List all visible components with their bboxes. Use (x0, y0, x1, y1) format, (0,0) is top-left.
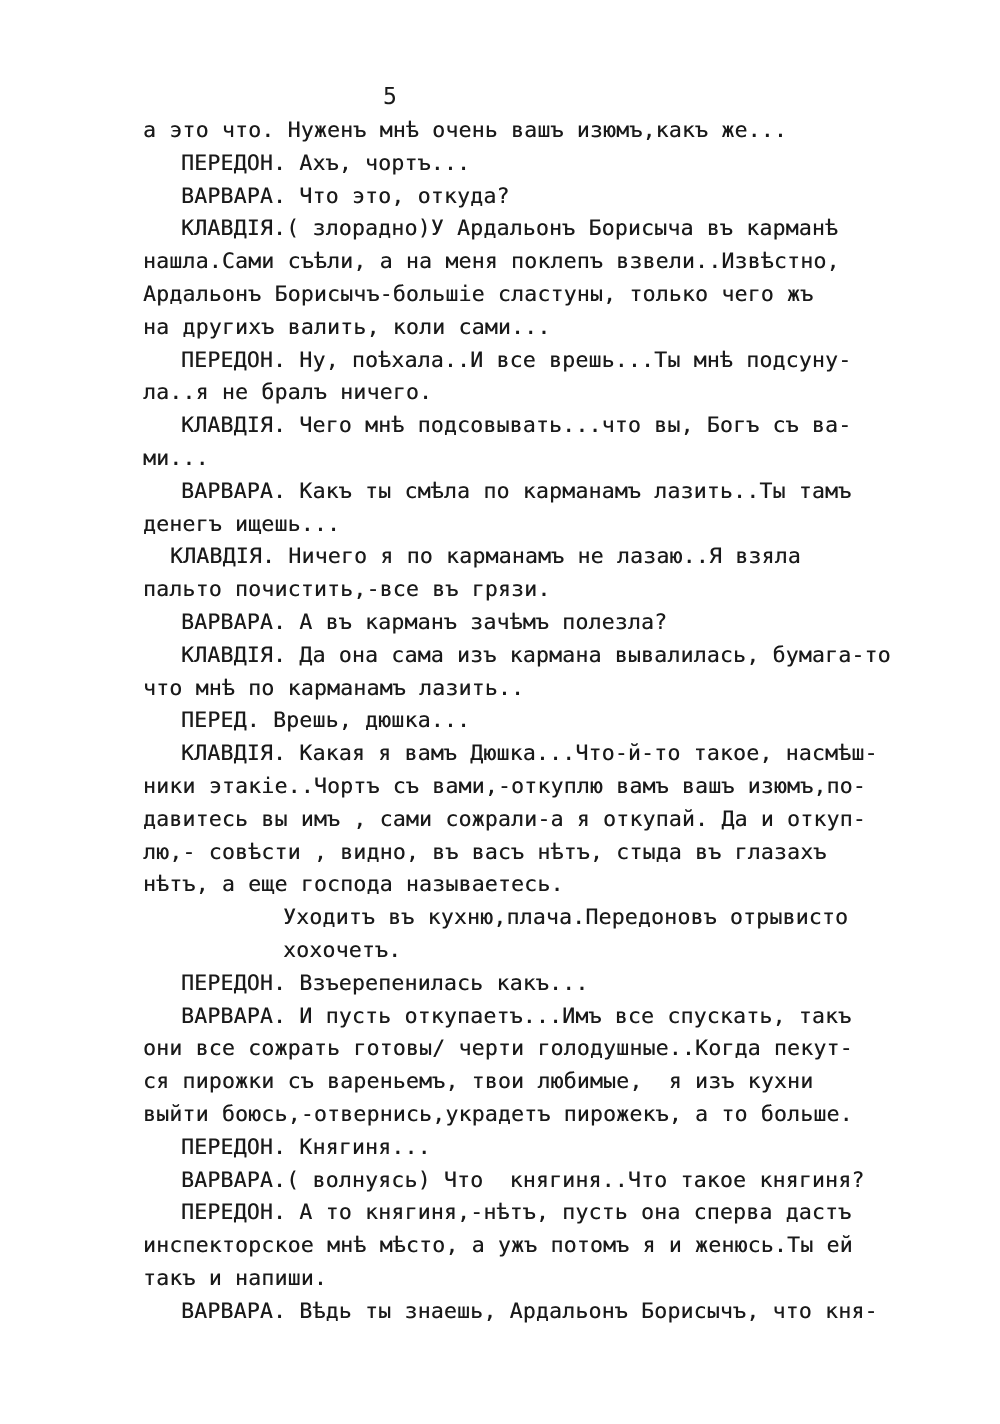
text-line: ВАРВАРА. И пусть откупаетъ...Имъ все спускать, такъ (181, 1003, 852, 1029)
text-line: ПЕРЕДОН. Ахъ, чортъ... (181, 150, 471, 176)
text-line: выйти боюсь,-отвернись,украдетъ пирожекъ, а то больше. (143, 1101, 853, 1127)
script-text (0, 115, 1000, 1328)
text-line: ВАРВАРА. Какъ ты смѣла по карманамъ лазить..Ты тамъ (181, 478, 852, 504)
text-line: лю,- совѣсти , видно, въ васъ нѣтъ, стыда въ глазахъ (143, 839, 827, 865)
text-line: КЛАВДІЯ. Да она сама изъ кармана вывалилась, бумага-то (181, 642, 891, 668)
text-line: они все сожрать готовы/ черти голодушные..Когда пекут- (143, 1036, 853, 1062)
text-line: давитесь вы имъ , сами сожрали-а я откупай. Да и откуп- (143, 806, 866, 832)
text-line: пальто почистить,-все въ грязи. (143, 577, 551, 603)
text-line: а это что. Нуженъ мнѣ очень вашъ изюмъ,какъ же... (143, 118, 788, 143)
text-line: что мнѣ по карманамъ лазить.. (143, 675, 525, 701)
text-line: ники этакіе..Чортъ съ вами,-откуплю вамъ вашъ изюмъ,по- (143, 773, 866, 799)
text-line: Ардальонъ Борисычъ-большіе сластуны, только чего жъ (143, 281, 814, 307)
text-line: ся пирожки съ вареньемъ, твои любимые, я изъ кухни (143, 1069, 814, 1095)
text-line: ВАРВАРА. Что это, откуда? (181, 183, 510, 209)
stage-direction-line: Уходитъ въ кухню,плача.Передоновъ отрывисто (283, 905, 849, 931)
text-line: ПЕРЕДОН. Ну, поѣхала..И все врешь...Ты мнѣ подсуну- (181, 347, 852, 373)
text-line: такъ и напиши. (143, 1265, 328, 1291)
text-line: ПЕРЕДОН. Княгиня... (181, 1134, 431, 1160)
text-line: ПЕРЕДОН. Взъерепенилась какъ... (181, 970, 589, 996)
stage-direction-line: хохочетъ. (283, 937, 402, 963)
text-line: КЛАВДІЯ. Ничего я по карманамъ не лазаю..Я взяла (170, 544, 801, 570)
text-line: ми... (143, 445, 209, 471)
text-line: ПЕРЕД. Врешь, дюшка... (181, 708, 471, 734)
text-line: КЛАВДІЯ.( злорадно)У Ардальонъ Борисыча въ карманѣ (181, 216, 839, 242)
text-line: ВАРВАРА. Вѣдь ты знаешь, Ардальонъ Борисычъ, что кня- (181, 1298, 878, 1324)
page-number: 5 (383, 84, 398, 110)
text-line: на другихъ валить, коли сами... (143, 314, 551, 340)
text-line: ПЕРЕДОН. А то княгиня,-нѣтъ, пусть она сперва дастъ (181, 1200, 852, 1226)
text-line: инспекторское мнѣ мѣсто, а ужъ потомъ я и женюсь.Ты ей (143, 1233, 853, 1259)
text-line: нѣтъ, а еще господа называетесь. (143, 872, 564, 898)
text-line: нашла.Сами съѣли, а на меня поклепъ взвели..Извѣстно, (143, 249, 840, 275)
text-line: ла..я не бралъ ничего. (143, 380, 433, 406)
text-line: КЛАВДІЯ. Чего мнѣ подсовывать...что вы, Богъ съ ва- (181, 413, 852, 439)
text-line: КЛАВДІЯ. Какая я вамъ Дюшка...Что-й-то такое, насмѣш- (181, 741, 878, 767)
text-line: ВАРВАРА.( волнуясь) Что княгиня..Что такое княгиня? (181, 1167, 865, 1193)
text-line: денегъ ищешь... (143, 511, 341, 537)
text-line: ВАРВАРА. А въ карманъ зачѣмъ полезла? (181, 609, 668, 635)
